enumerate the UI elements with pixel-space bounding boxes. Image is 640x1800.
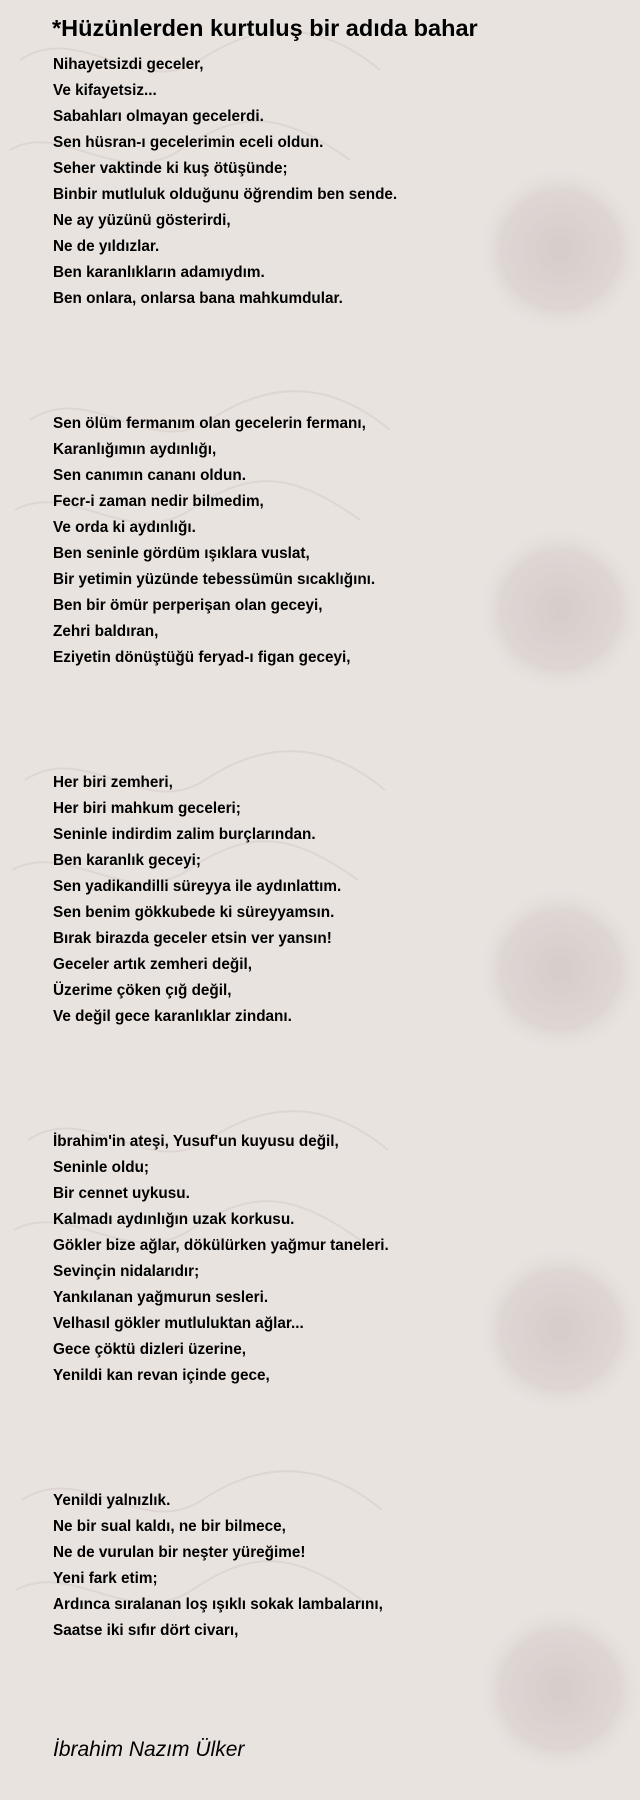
poem-line: Bir cennet uykusu. — [53, 1185, 190, 1202]
poem-line: Sen canımın cananı oldun. — [53, 467, 246, 484]
poem-line: Seninle oldu; — [53, 1159, 150, 1176]
poem-line: Yeni fark etim; — [53, 1570, 158, 1587]
poem-line: Velhasıl gökler mutluluktan ağlar... — [53, 1315, 304, 1332]
poem-line: Ben karanlık geceyi; — [53, 852, 201, 869]
stanza-2 — [53, 411, 375, 671]
poem-line: Üzerime çöken çığ değil, — [53, 982, 232, 999]
poem-line: Bir yetimin yüzünde tebessümün sıcaklığını. — [53, 571, 376, 588]
stanza-5 — [53, 1488, 383, 1644]
ink-blot — [475, 165, 640, 335]
poem-line: Sen yadikandilli süreyya ile aydınlattım. — [53, 878, 342, 895]
stanza-4 — [53, 1129, 389, 1389]
poem-line: Binbir mutluluk olduğunu öğrendim ben sende. — [53, 186, 398, 203]
poem-line: Sen ölüm fermanım olan gecelerin fermanı, — [53, 415, 366, 432]
poem-line: Saatse iki sıfır dört civarı, — [53, 1622, 239, 1639]
poem-line: Sen hüsran-ı gecelerimin eceli oldun. — [53, 134, 324, 151]
poem-line: Sabahları olmayan gecelerdi. — [53, 108, 264, 125]
poem-line: Seher vaktinde ki kuş ötüşünde; — [53, 160, 288, 177]
poem-line: Ben onlara, onlarsa bana mahkumdular. — [53, 290, 343, 307]
ink-blot — [475, 885, 640, 1055]
poem-line: Gökler bize ağlar, dökülürken yağmur taneleri. — [53, 1237, 389, 1254]
poem-line: Her biri mahkum geceleri; — [53, 800, 241, 817]
poem-line: Yenildi yalnızlık. — [53, 1492, 171, 1509]
poem-line: Ne bir sual kaldı, ne bir bilmece, — [53, 1518, 286, 1535]
poem-line: Ne de yıldızlar. — [53, 238, 160, 255]
poem-line: Ben bir ömür perperişan olan geceyi, — [53, 597, 323, 614]
poem-line: Seninle indirdim zalim burçlarından. — [53, 826, 316, 843]
poem-line: Nihayetsizdi geceler, — [53, 56, 204, 73]
poem-line: Ardınca sıralanan loş ışıklı sokak lambalarını, — [53, 1596, 383, 1613]
poem-line: Ve orda ki aydınlığı. — [53, 519, 196, 536]
stanza-1 — [53, 52, 397, 312]
poem-line: Ve değil gece karanlıklar zindanı. — [53, 1008, 292, 1025]
poem-line: Ne de vurulan bir neşter yüreğime! — [53, 1544, 306, 1561]
poem-line: Yankılanan yağmurun sesleri. — [53, 1289, 269, 1306]
poem-line: Yenildi kan revan içinde gece, — [53, 1367, 270, 1384]
poem-line: Ben karanlıkların adamıydım. — [53, 264, 265, 281]
ink-blot — [475, 1605, 640, 1775]
poem-line: Eziyetin dönüştüğü feryad-ı figan geceyi, — [53, 649, 351, 666]
poem-line: Ne ay yüzünü gösterirdi, — [53, 212, 231, 229]
poem-line: Sevinçin nidalarıdır; — [53, 1263, 200, 1280]
poem-line: Geceler artık zemheri değil, — [53, 956, 252, 973]
poem-line: Karanlığımın aydınlığı, — [53, 441, 217, 458]
poem-line: Gece çöktü dizleri üzerine, — [53, 1341, 246, 1358]
poem-line: Bırak birazda geceler etsin ver yansın! — [53, 930, 332, 947]
ink-blot — [475, 1245, 640, 1415]
poem-line: Fecr-i zaman nedir bilmedim, — [53, 493, 264, 510]
ink-blot — [475, 525, 640, 695]
poem-line: Sen benim gökkubede ki süreyyamsın. — [53, 904, 335, 921]
poem-title: *Hüzünlerden kurtuluş bir adıda bahar — [52, 15, 478, 41]
stanza-3 — [53, 770, 341, 1030]
poem-author: İbrahim Nazım Ülker — [53, 1738, 245, 1761]
poem-line: İbrahim'in ateşi, Yusuf'un kuyusu değil, — [53, 1133, 339, 1150]
poem-line: Ve kifayetsiz... — [53, 82, 157, 99]
poem-line: Ben seninle gördüm ışıklara vuslat, — [53, 545, 310, 562]
poem-line: Kalmadı aydınlığın uzak korkusu. — [53, 1211, 295, 1228]
ink-blots — [475, 165, 640, 1775]
poem-line: Her biri zemheri, — [53, 774, 173, 791]
poem-line: Zehri baldıran, — [53, 623, 159, 640]
